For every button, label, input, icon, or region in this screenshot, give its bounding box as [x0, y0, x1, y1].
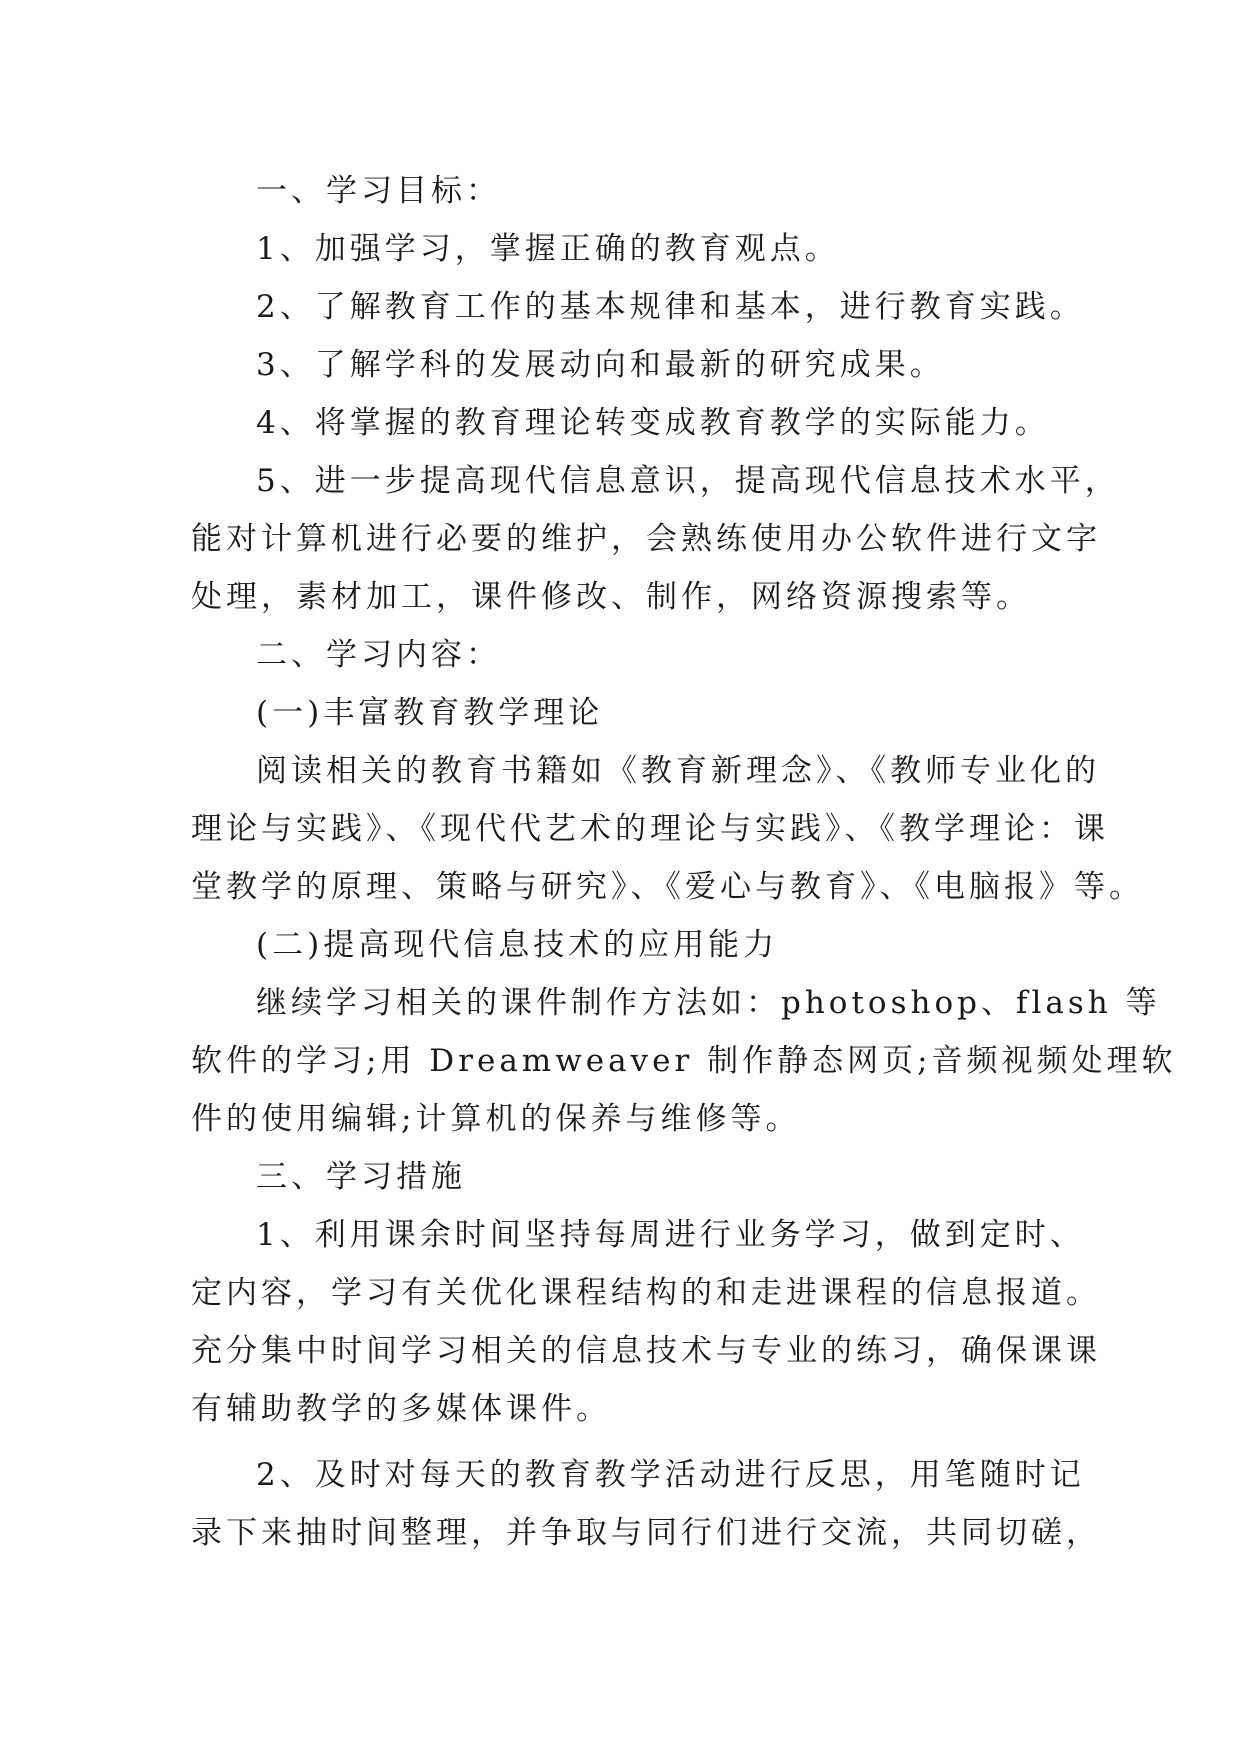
goal-item-5-line-3: 处理，素材加工，课件修改、制作，网络资源搜索等。 — [191, 579, 1031, 615]
heading-learning-measures: 三、学习措施 — [256, 1159, 466, 1195]
measure-item-1-line-1: 1、利用课余时间坚持每周进行业务学习，做到定时、 — [256, 1217, 1085, 1253]
theory-paragraph-line-3: 堂教学的原理、策略与研究》、《爱心与教育》、《电脑报》等。 — [191, 869, 1144, 905]
measure-item-2-line-2: 录下来抽时间整理，并争取与同行们进行交流，共同切磋， — [191, 1515, 1101, 1551]
document-body — [191, 162, 1177, 1562]
subheading-theory: (一)丰富教育教学理论 — [256, 695, 604, 731]
measure-item-1-line-2: 定内容，学习有关优化课程结构的和走进课程的信息报道。 — [191, 1275, 1101, 1311]
measure-item-1-line-4: 有辅助教学的多媒体课件。 — [191, 1391, 611, 1427]
measure-item-2-line-1: 2、及时对每天的教育教学活动进行反思，用笔随时记 — [256, 1457, 1085, 1493]
heading-learning-goals: 一、学习目标： — [256, 173, 501, 209]
goal-item-5-line-2: 能对计算机进行必要的维护，会熟练使用办公软件进行文字 — [191, 521, 1101, 557]
goal-item-4: 4、将掌握的教育理论转变成教育教学的实际能力。 — [256, 405, 1050, 441]
subheading-it-skills: (二)提高现代信息技术的应用能力 — [256, 927, 779, 963]
goal-item-5-line-1: 5、进一步提高现代信息意识，提高现代信息技术水平， — [256, 463, 1120, 499]
it-paragraph-line-3: 件的使用编辑;计算机的保养与维修等。 — [191, 1101, 801, 1137]
measure-item-1-line-3: 充分集中时间学习相关的信息技术与专业的练习，确保课课 — [191, 1333, 1101, 1369]
theory-paragraph-line-2: 理论与实践》、《现代代艺术的理论与实践》、《教学理论：课 — [191, 811, 1109, 847]
goal-item-2: 2、了解教育工作的基本规律和基本，进行教育实践。 — [256, 289, 1085, 325]
heading-learning-content: 二、学习内容： — [256, 637, 501, 673]
theory-paragraph-line-1: 阅读相关的教育书籍如《教育新理念》、《教师专业化的 — [256, 753, 1100, 789]
it-paragraph-line-1: 继续学习相关的课件制作方法如：photoshop、flash 等 — [256, 985, 1161, 1021]
goal-item-3: 3、了解学科的发展动向和最新的研究成果。 — [256, 347, 945, 383]
it-paragraph-line-2: 软件的学习;用 Dreamweaver 制作静态网页;音频视频处理软 — [191, 1043, 1177, 1079]
goal-item-1: 1、加强学习，掌握正确的教育观点。 — [256, 231, 840, 267]
